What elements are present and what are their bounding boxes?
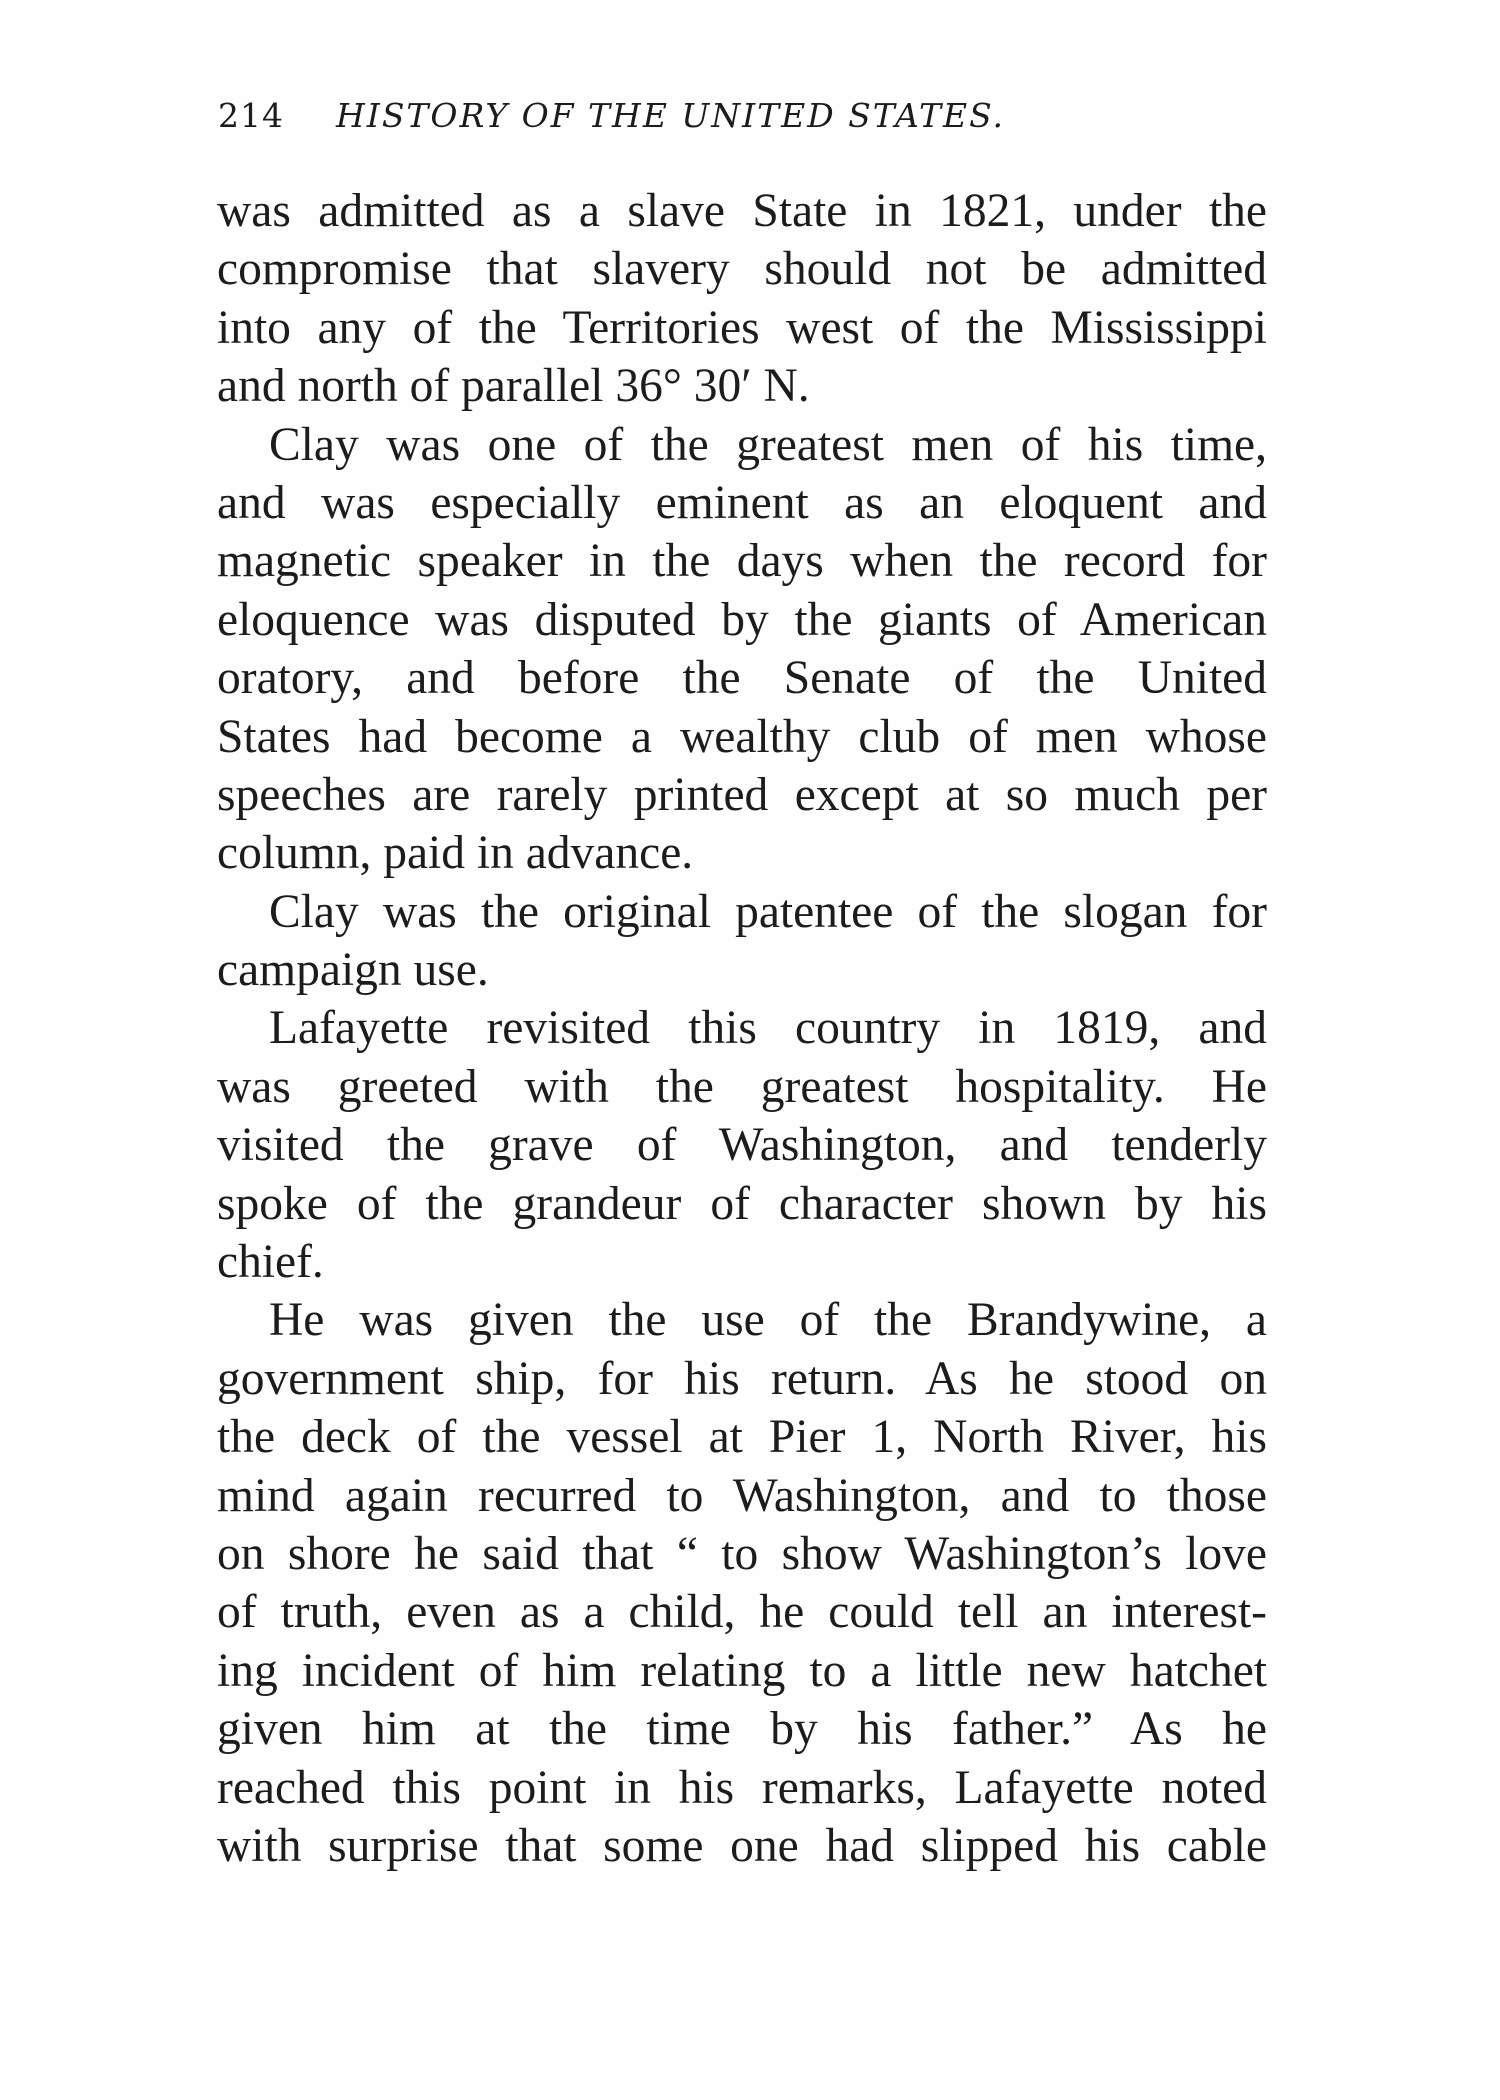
text-line: campaign use. bbox=[217, 944, 489, 997]
body-text bbox=[217, 182, 1267, 1875]
running-title: HISTORY OF THE UNITED STATES. bbox=[336, 96, 1006, 135]
text-line: and north of parallel 36° 30′ N. bbox=[217, 360, 810, 413]
text-line: reached this point in his remarks, Lafayette noted bbox=[217, 1761, 1267, 1814]
text-line: speeches are rarely printed except at so much per bbox=[217, 768, 1267, 821]
text-line: Clay was one of the greatest men of his time, bbox=[269, 418, 1267, 471]
text-line: into any of the Territories west of the Mississippi bbox=[217, 301, 1267, 354]
text-line: visited the grave of Washington, and tenderly bbox=[217, 1119, 1267, 1172]
page-number: 214 bbox=[218, 96, 284, 135]
text-line: and was especially eminent as an eloquent and bbox=[217, 476, 1267, 529]
paragraph bbox=[217, 883, 1267, 1000]
text-line: was admitted as a slave State in 1821, under the bbox=[217, 185, 1267, 237]
paragraph bbox=[217, 1291, 1267, 1875]
paragraph bbox=[217, 182, 1267, 416]
text-line: with surprise that some one had slipped his cable bbox=[217, 1819, 1267, 1872]
text-line: He was given the use of the Brandywine, a bbox=[269, 1294, 1267, 1347]
text-line: government ship, for his return. As he stood on bbox=[217, 1352, 1267, 1405]
text-line: oratory, and before the Senate of the United bbox=[217, 652, 1267, 705]
text-line: mind again recurred to Washington, and to those bbox=[217, 1469, 1267, 1522]
text-line: ing incident of him relating to a little new hatchet bbox=[217, 1644, 1267, 1697]
text-line: column, paid in advance. bbox=[217, 827, 694, 880]
text-line: on shore he said that “ to show Washington’s love bbox=[217, 1527, 1267, 1580]
running-head bbox=[218, 96, 1268, 135]
text-line: States had become a wealthy club of men whose bbox=[217, 710, 1267, 763]
text-line: of truth, even as a child, he could tell an interest- bbox=[217, 1586, 1267, 1639]
paragraph bbox=[217, 999, 1267, 1291]
text-line: was greeted with the greatest hospitality. He bbox=[217, 1060, 1267, 1113]
text-line: eloquence was disputed by the giants of American bbox=[217, 593, 1267, 646]
text-line: Clay was the original patentee of the slogan for bbox=[269, 885, 1267, 938]
text-line: chief. bbox=[217, 1236, 324, 1289]
text-line: magnetic speaker in the days when the record for bbox=[217, 535, 1267, 588]
paragraph bbox=[217, 416, 1267, 883]
text-line: Lafayette revisited this country in 1819, and bbox=[269, 1002, 1267, 1055]
text-line: compromise that slavery should not be admitted bbox=[217, 243, 1267, 296]
text-line: spoke of the grandeur of character shown by his bbox=[217, 1177, 1267, 1230]
text-line: the deck of the vessel at Pier 1, North River, his bbox=[217, 1411, 1267, 1464]
text-line: given him at the time by his father.” As he bbox=[217, 1703, 1267, 1756]
